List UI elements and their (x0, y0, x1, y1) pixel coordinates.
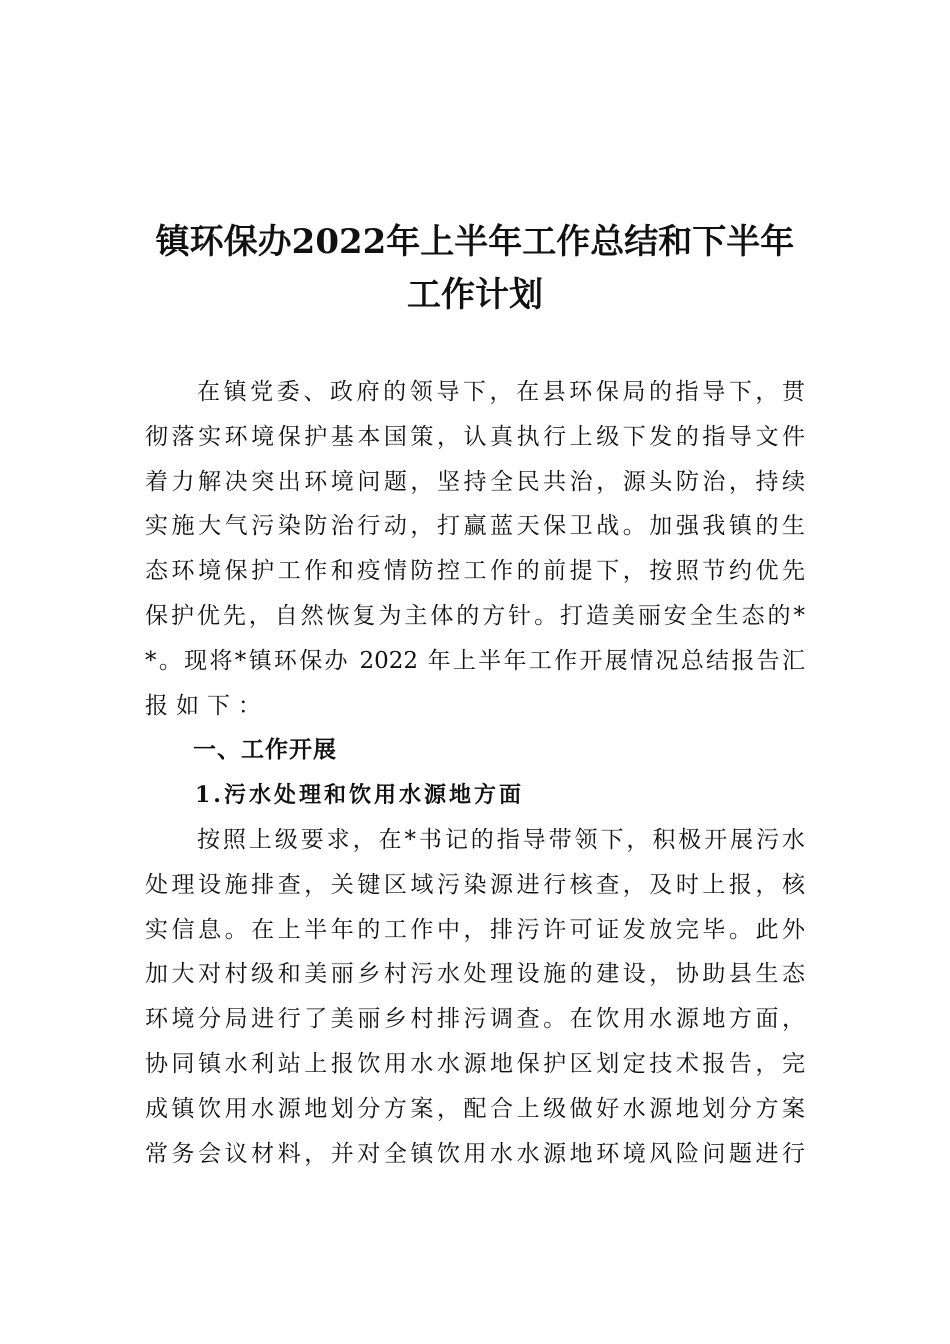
paragraph-2-line: 按照上级要求，在*书记的指导带领下，积极开展污水 (197, 826, 805, 853)
document-title-line-1: 镇环保办2022年上半年工作总结和下半年 (155, 222, 795, 262)
paragraph-2-line: 实信息。在上半年的工作中，排污许可证发放完毕。此外 (145, 916, 805, 943)
paragraph-1-line: 报如下： (145, 692, 269, 719)
section-heading: 一、工作开展 (193, 737, 337, 764)
paragraph-2-line: 处理设施排查，关键区域污染源进行核查，及时上报，核 (145, 871, 805, 898)
paragraph-2-line: 成镇饮用水源地划分方案，配合上级做好水源地划分方案 (145, 1095, 805, 1122)
paragraph-1-line: 着力解决突出环境问题，坚持全民共治，源头防治，持续 (145, 468, 805, 495)
paragraph-1-line: *。现将*镇环保办 2022 年上半年工作开展情况总结报告汇 (145, 647, 805, 674)
paragraph-2-line: 协同镇水利站上报饮用水水源地保护区划定技术报告，完 (145, 1050, 805, 1077)
document-title-line-2: 工作计划 (407, 275, 543, 315)
paragraph-1-line: 态环境保护工作和疫情防控工作的前提下，按照节约优先 (145, 558, 805, 585)
paragraph-1-line: 保护优先，自然恢复为主体的方针。打造美丽安全生态的* (145, 602, 805, 629)
paragraph-2-line: 环境分局进行了美丽乡村排污调查。在饮用水源地方面， (145, 1006, 805, 1033)
paragraph-2-line: 常务会议材料，并对全镇饮用水水源地环境风险问题进行 (145, 1140, 805, 1167)
paragraph-2-line: 加大对村级和美丽乡村污水处理设施的建设，协助县生态 (145, 961, 805, 988)
paragraph-1-line: 实施大气污染防治行动，打赢蓝天保卫战。加强我镇的生 (145, 513, 805, 540)
document-body (145, 370, 805, 1176)
paragraph-1-line: 在镇党委、政府的领导下，在县环保局的指导下，贯 (197, 379, 805, 405)
paragraph-1-line: 彻落实环境保护基本国策，认真执行上级下发的指导文件 (145, 423, 805, 450)
subsection-heading: 1.污水处理和饮用水源地方面 (195, 782, 524, 809)
